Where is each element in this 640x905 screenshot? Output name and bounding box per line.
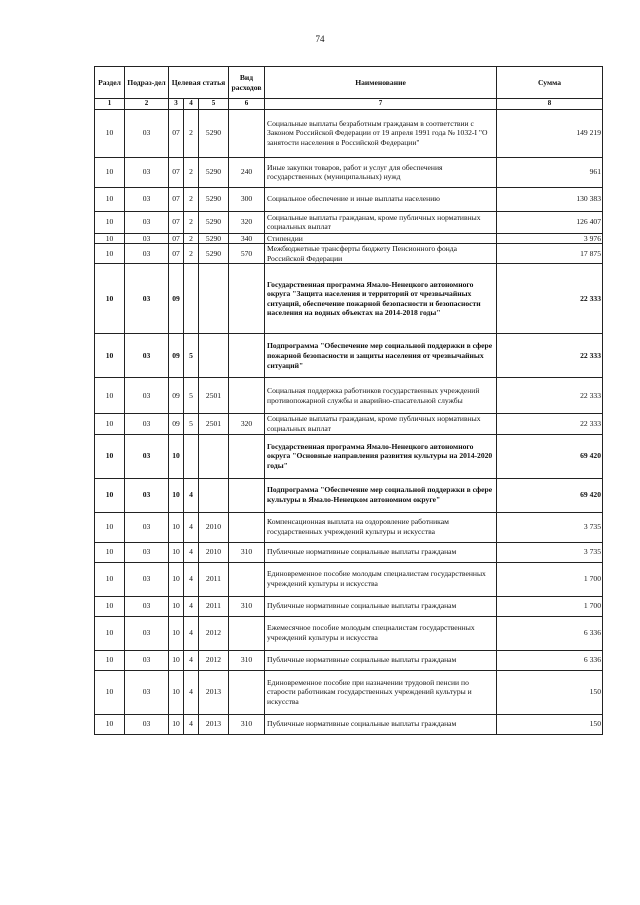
table-row [95,264,603,334]
table-row [95,157,603,187]
subsection-cell: 03 [125,334,169,378]
table-row [95,478,603,512]
section-cell: 10 [95,264,125,334]
expense-type-cell [229,478,265,512]
header-subsection: Подраз-дел [125,67,169,99]
direction-code-cell [199,434,229,478]
name-cell: Государственная программа Ямало-Ненецкого автономного округа "Защита населения и территорий от чрезвычайных ситуаций, обеспечение пожарной безопасности и безопасности населения на водных объектах на 2014-2018 годы" [265,264,497,334]
name-cell: Социальные выплаты безработным гражданам в соответствии с Законом Российской Федерации от 19 апреля 1991 года № 1032-I "О занятости населения в Российской Федерации" [265,109,497,157]
section-cell: 10 [95,562,125,596]
column-number-row [95,99,603,110]
direction-code-cell: 2011 [199,596,229,616]
program-code-cell: 10 [169,616,184,650]
section-cell: 10 [95,434,125,478]
direction-code-cell: 2010 [199,512,229,542]
column-number: 2 [125,99,169,110]
section-cell: 10 [95,478,125,512]
direction-code-cell: 2012 [199,616,229,650]
section-cell: 10 [95,334,125,378]
program-code-cell: 07 [169,211,184,233]
table-row [95,414,603,434]
subprogram-code-cell: 4 [184,478,199,512]
direction-code-cell [199,478,229,512]
header-section: Раздел [95,67,125,99]
table-row [95,616,603,650]
section-cell: 10 [95,512,125,542]
sum-cell: 3 735 [497,512,603,542]
subprogram-code-cell: 4 [184,512,199,542]
sum-cell: 1 700 [497,596,603,616]
expense-type-cell [229,562,265,596]
program-code-cell: 10 [169,478,184,512]
expense-type-cell: 310 [229,542,265,562]
header-row [95,67,603,99]
table-body [95,109,603,734]
section-cell: 10 [95,211,125,233]
section-cell: 10 [95,714,125,734]
sum-cell: 961 [497,157,603,187]
direction-code-cell: 5290 [199,211,229,233]
subprogram-code-cell: 2 [184,211,199,233]
section-cell: 10 [95,616,125,650]
subprogram-code-cell: 4 [184,714,199,734]
expense-type-cell [229,434,265,478]
program-code-cell: 07 [169,233,184,244]
table-row [95,650,603,670]
direction-code-cell: 5290 [199,233,229,244]
section-cell: 10 [95,670,125,714]
subsection-cell: 03 [125,264,169,334]
page-number: 74 [315,34,325,44]
subprogram-code-cell: 2 [184,233,199,244]
program-code-cell: 10 [169,512,184,542]
section-cell: 10 [95,596,125,616]
subsection-cell: 03 [125,414,169,434]
name-cell: Социальное обеспечение и иные выплаты населению [265,187,497,211]
section-cell: 10 [95,187,125,211]
expense-type-cell: 320 [229,211,265,233]
direction-code-cell: 5290 [199,244,229,264]
expense-type-cell: 240 [229,157,265,187]
subprogram-code-cell: 5 [184,414,199,434]
expense-type-cell [229,334,265,378]
subprogram-code-cell: 2 [184,187,199,211]
section-cell: 10 [95,378,125,414]
table-row [95,562,603,596]
subsection-cell: 03 [125,378,169,414]
direction-code-cell [199,264,229,334]
name-cell: Социальная поддержка работников государственных учреждений противопожарной службы и аварийно-спасательной службы [265,378,497,414]
table-row [95,596,603,616]
sum-cell: 22 333 [497,334,603,378]
header-expense-type: Вид расходов [229,67,265,99]
name-cell: Подпрограмма "Обеспечение мер социальной поддержки в сфере культуры в Ямало-Ненецком автономном округе" [265,478,497,512]
section-cell: 10 [95,233,125,244]
expense-type-cell: 300 [229,187,265,211]
direction-code-cell: 2012 [199,650,229,670]
subsection-cell: 03 [125,596,169,616]
subsection-cell: 03 [125,434,169,478]
subprogram-code-cell: 4 [184,616,199,650]
section-cell: 10 [95,244,125,264]
expense-type-cell [229,378,265,414]
table-row [95,670,603,714]
subprogram-code-cell: 2 [184,109,199,157]
sum-cell: 3 735 [497,542,603,562]
sum-cell: 69 420 [497,434,603,478]
program-code-cell: 10 [169,562,184,596]
name-cell: Социальные выплаты гражданам, кроме публичных нормативных социальных выплат [265,211,497,233]
expense-type-cell [229,512,265,542]
column-number: 7 [265,99,497,110]
sum-cell: 6 336 [497,616,603,650]
table-row [95,244,603,264]
sum-cell: 69 420 [497,478,603,512]
name-cell: Стипендии [265,233,497,244]
header-sum: Сумма [497,67,603,99]
sum-cell: 130 383 [497,187,603,211]
subprogram-code-cell: 5 [184,378,199,414]
expense-type-cell: 310 [229,650,265,670]
name-cell: Ежемесячное пособие молодым специалистам государственных учреждений культуры и искусства [265,616,497,650]
program-code-cell: 07 [169,187,184,211]
subsection-cell: 03 [125,109,169,157]
column-number: 6 [229,99,265,110]
expense-type-cell: 570 [229,244,265,264]
program-code-cell: 09 [169,264,184,334]
subsection-cell: 03 [125,157,169,187]
subsection-cell: 03 [125,512,169,542]
table-row [95,512,603,542]
direction-code-cell: 5290 [199,187,229,211]
table-row [95,211,603,233]
subprogram-code-cell [184,264,199,334]
subprogram-code-cell: 4 [184,670,199,714]
table-row [95,542,603,562]
sum-cell: 1 700 [497,562,603,596]
program-code-cell: 09 [169,334,184,378]
column-number: 4 [184,99,199,110]
expense-type-cell: 340 [229,233,265,244]
subsection-cell: 03 [125,650,169,670]
expense-type-cell [229,670,265,714]
direction-code-cell [199,334,229,378]
expense-type-cell [229,264,265,334]
program-code-cell: 09 [169,378,184,414]
direction-code-cell: 5290 [199,109,229,157]
program-code-cell: 07 [169,157,184,187]
table-row [95,109,603,157]
subprogram-code-cell: 4 [184,650,199,670]
name-cell: Подпрограмма "Обеспечение мер социальной поддержки в сфере пожарной безопасности и защиты населения от чрезвычайных ситуаций" [265,334,497,378]
direction-code-cell: 2011 [199,562,229,596]
sum-cell: 126 407 [497,211,603,233]
sum-cell: 3 976 [497,233,603,244]
subsection-cell: 03 [125,233,169,244]
budget-table [94,66,603,735]
header-target-article: Целевая статья [169,67,229,99]
sum-cell: 150 [497,670,603,714]
subsection-cell: 03 [125,616,169,650]
table-row [95,378,603,414]
table-row [95,233,603,244]
name-cell: Единовременное пособие молодым специалистам государственных учреждений культуры и искусства [265,562,497,596]
name-cell: Публичные нормативные социальные выплаты гражданам [265,542,497,562]
sum-cell: 17 875 [497,244,603,264]
subprogram-code-cell: 2 [184,244,199,264]
subprogram-code-cell: 5 [184,334,199,378]
table-row [95,187,603,211]
sum-cell: 6 336 [497,650,603,670]
name-cell: Иные закупки товаров, работ и услуг для обеспечения государственных (муниципальных) нужд [265,157,497,187]
subsection-cell: 03 [125,542,169,562]
subprogram-code-cell: 4 [184,562,199,596]
program-code-cell: 10 [169,714,184,734]
name-cell: Межбюджетные трансферты бюджету Пенсионного фонда Российской Федерации [265,244,497,264]
direction-code-cell: 5290 [199,157,229,187]
header-name: Наименование [265,67,497,99]
subsection-cell: 03 [125,187,169,211]
subsection-cell: 03 [125,211,169,233]
sum-cell: 22 333 [497,264,603,334]
column-number: 5 [199,99,229,110]
name-cell: Компенсационная выплата на оздоровление работникам государственных учреждений культуры и искусства [265,512,497,542]
section-cell: 10 [95,157,125,187]
name-cell: Публичные нормативные социальные выплаты гражданам [265,596,497,616]
expense-type-cell [229,109,265,157]
direction-code-cell: 2013 [199,714,229,734]
section-cell: 10 [95,109,125,157]
sum-cell: 149 219 [497,109,603,157]
name-cell: Социальные выплаты гражданам, кроме публичных нормативных социальных выплат [265,414,497,434]
subprogram-code-cell: 4 [184,542,199,562]
name-cell: Публичные нормативные социальные выплаты гражданам [265,714,497,734]
section-cell: 10 [95,650,125,670]
section-cell: 10 [95,542,125,562]
name-cell: Государственная программа Ямало-Ненецкого автономного округа "Основные направления развития культуры на 2014-2020 годы" [265,434,497,478]
expense-type-cell: 310 [229,714,265,734]
program-code-cell: 07 [169,244,184,264]
direction-code-cell: 2010 [199,542,229,562]
subprogram-code-cell: 4 [184,596,199,616]
table-row [95,714,603,734]
sum-cell: 22 333 [497,378,603,414]
table-row [95,434,603,478]
section-cell: 10 [95,414,125,434]
program-code-cell: 10 [169,650,184,670]
program-code-cell: 10 [169,542,184,562]
subsection-cell: 03 [125,478,169,512]
expense-type-cell: 310 [229,596,265,616]
program-code-cell: 07 [169,109,184,157]
sum-cell: 150 [497,714,603,734]
name-cell: Единовременное пособие при назначении трудовой пенсии по старости работникам государственных учреждений культуры и искусства [265,670,497,714]
expense-type-cell [229,616,265,650]
subprogram-code-cell [184,434,199,478]
program-code-cell: 10 [169,434,184,478]
direction-code-cell: 2501 [199,414,229,434]
column-number: 1 [95,99,125,110]
expense-type-cell: 320 [229,414,265,434]
subsection-cell: 03 [125,714,169,734]
name-cell: Публичные нормативные социальные выплаты гражданам [265,650,497,670]
program-code-cell: 10 [169,670,184,714]
program-code-cell: 10 [169,596,184,616]
subsection-cell: 03 [125,562,169,596]
table-row [95,334,603,378]
column-number: 3 [169,99,184,110]
program-code-cell: 09 [169,414,184,434]
subprogram-code-cell: 2 [184,157,199,187]
direction-code-cell: 2501 [199,378,229,414]
sum-cell: 22 333 [497,414,603,434]
direction-code-cell: 2013 [199,670,229,714]
column-number: 8 [497,99,603,110]
subsection-cell: 03 [125,244,169,264]
subsection-cell: 03 [125,670,169,714]
